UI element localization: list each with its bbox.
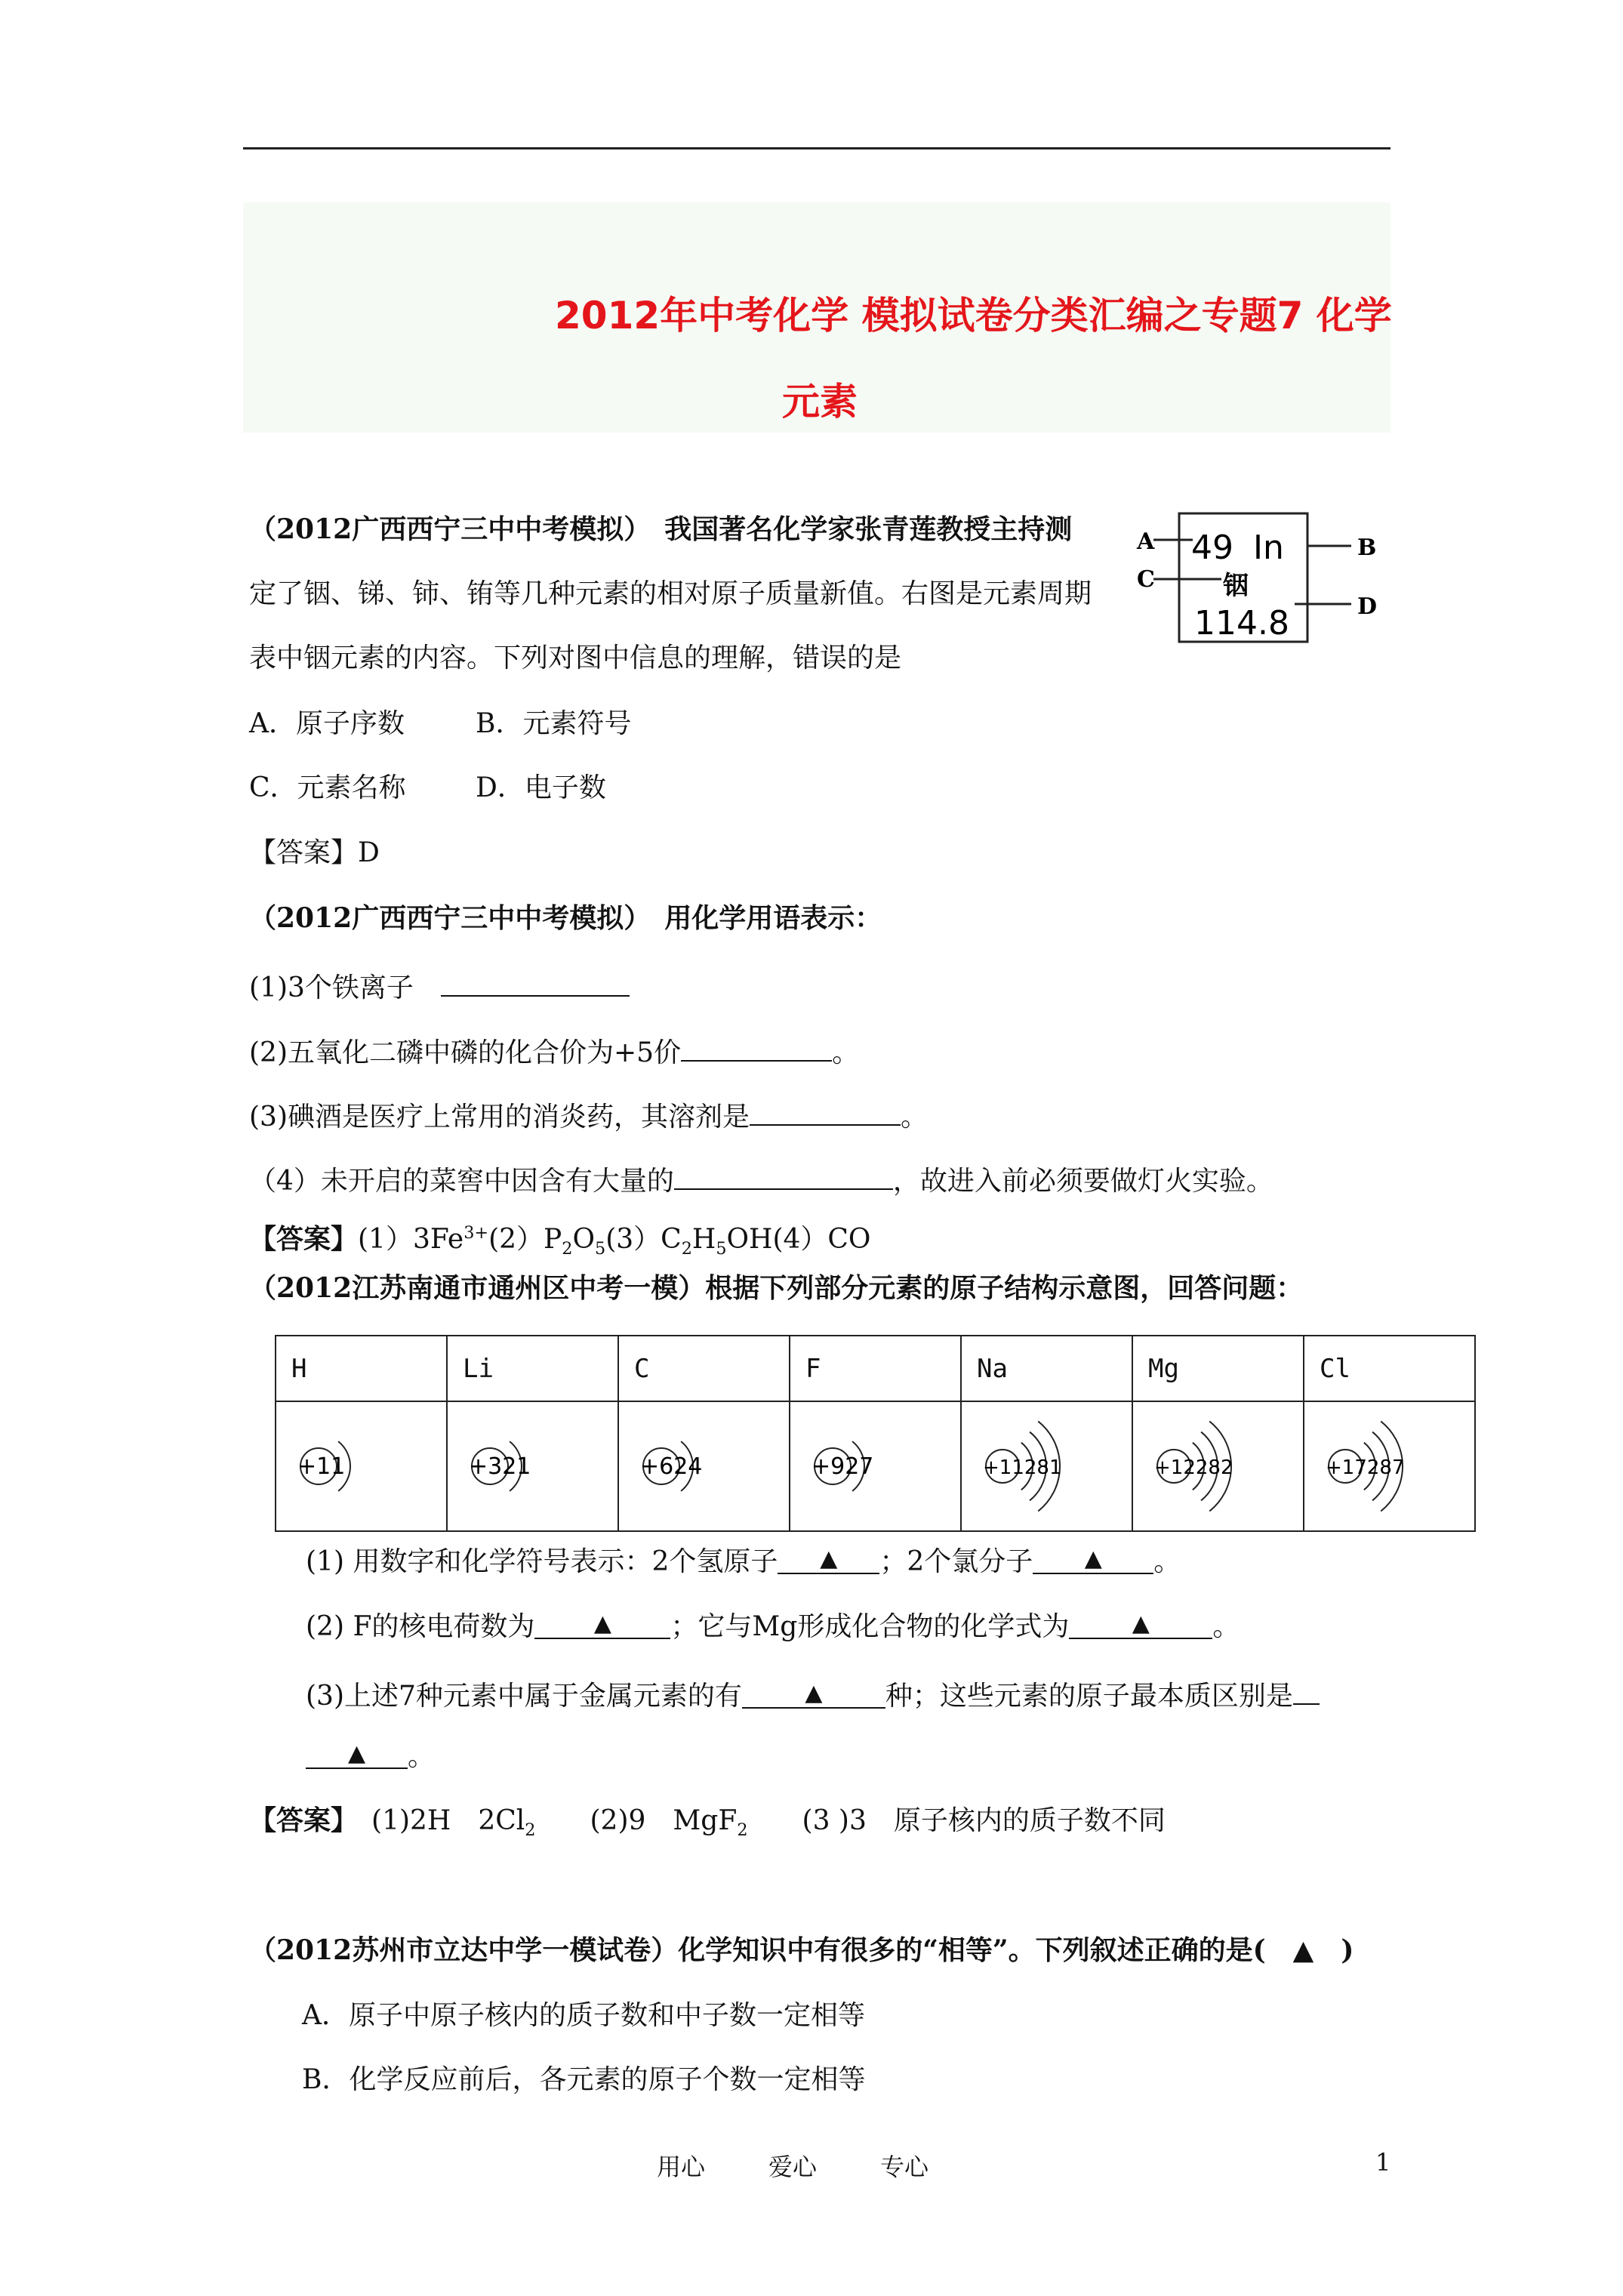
atom-label: +624: [640, 1453, 703, 1480]
element-symbol-cell: F: [790, 1336, 961, 1401]
page-number: 1: [1375, 2148, 1391, 2177]
q1-line1: （2012广西西宁三中中考模拟） 我国著名化学家张青莲教授主持测: [249, 513, 1073, 545]
atomic-number: 49: [1191, 529, 1233, 567]
atom-diagram: [1148, 1421, 1269, 1512]
atom-diagram-cell: [276, 1401, 447, 1531]
element-symbol-cell: Cl: [1304, 1336, 1475, 1401]
q3-intro: （2012江苏南通市通州区中考一模）根据下列部分元素的原子结构示意图，回答问题：: [249, 1272, 1304, 1304]
q3-blank-1: ▲: [778, 1546, 879, 1574]
atom-diagram-cell: [961, 1401, 1132, 1531]
q3-part3-cont: ▲ 。: [306, 1740, 435, 1773]
footer-left: 用心: [657, 2153, 706, 2181]
q1-option-c: C．元素名称: [249, 772, 406, 803]
footer-right: 专心: [880, 2153, 929, 2181]
label-a: A: [1137, 529, 1155, 555]
atom-label: +11281: [983, 1456, 1062, 1479]
q3-part1: (1) 用数字和化学符号表示：2个氢原子 ▲ ；2个氯分子 ▲ 。: [306, 1546, 1181, 1577]
atom-diagram: [463, 1421, 584, 1512]
element-symbol-cell: Li: [447, 1336, 618, 1401]
element-symbol-cell: Mg: [1132, 1336, 1304, 1401]
q1-answer: 【答案】D: [249, 837, 380, 868]
atomic-structure-table: [275, 1335, 1476, 1532]
q2-intro: （2012广西西宁三中中考模拟） 用化学用语表示：: [249, 902, 882, 934]
q3-blank-2: ▲: [1033, 1546, 1153, 1574]
q3-blank-3: ▲: [534, 1610, 670, 1639]
q4-option-a: A．原子中原子核内的质子数和中子数一定相等: [302, 2000, 865, 2031]
element-card-figure: [1132, 502, 1389, 653]
atom-diagram-cell: [790, 1401, 961, 1531]
q2-part1: (1)3个铁离子: [249, 968, 630, 1004]
q3-blank-6-cont: ▲: [306, 1740, 408, 1769]
atom-diagram-cell: [618, 1401, 790, 1531]
q3-blank-6: [1293, 1676, 1320, 1705]
atom-label: +321: [469, 1453, 531, 1480]
label-c: C: [1137, 566, 1155, 593]
element-symbol-cell: Na: [961, 1336, 1132, 1401]
atom-diagram-cell: [447, 1401, 618, 1531]
atom-diagram-cell: [1132, 1401, 1304, 1531]
header-rule: [243, 147, 1390, 149]
q3-blank-4: ▲: [1069, 1610, 1212, 1639]
q2-answer: 【答案】$(1)3Fe^{3+}(2)P_2O_5(3)C_2H_5OH(4)CO$: [249, 1223, 871, 1259]
q2-part3: (3)碘酒是医疗上常用的消炎药，其溶剂是 。: [249, 1097, 928, 1133]
q2-blank-3: [750, 1097, 901, 1126]
q1-line2: 定了铟、锑、铈、铕等几种元素的相对原子质量新值。右图是元素周期: [249, 578, 1092, 609]
element-symbol-cell: C: [618, 1336, 790, 1401]
atom-label: +927: [812, 1453, 874, 1480]
atom-diagram: [977, 1421, 1098, 1512]
atom-diagram-cell: [1304, 1401, 1475, 1531]
q4-option-b: B．化学反应前后，各元素的原子个数一定相等: [302, 2064, 866, 2095]
footer-mid: 爱心: [768, 2153, 818, 2181]
q2-part2: (2)五氧化二磷中磷的化合价为+5价 。: [249, 1033, 859, 1069]
atom-diagram: [634, 1421, 755, 1512]
atom-diagram: [1320, 1421, 1440, 1512]
q2-blank-1: [441, 968, 630, 997]
page-title: 2012年中考化学 模拟试卷分类汇编之专题7 化学: [555, 294, 1392, 337]
q2-part4: （4）未开启的菜窖中因含有大量的 ，故进入前必须要做灯火实验。: [249, 1161, 1273, 1197]
q3-part3: (3)上述7种元素中属于金属元素的有 ▲ 种；这些元素的原子最本质区别是: [306, 1676, 1320, 1712]
atom-label: +17287: [1326, 1456, 1405, 1479]
atom-diagram: [805, 1421, 926, 1512]
label-b: B: [1357, 535, 1377, 561]
element-symbol-cell: H: [276, 1336, 447, 1401]
atomic-mass: 114.8: [1194, 604, 1289, 643]
q3-part2: (2) F的核电荷数为 ▲ ；它与Mg形成化合物的化学式为 ▲ 。: [306, 1610, 1240, 1642]
label-d: D: [1357, 593, 1378, 620]
q2-blank-4: [674, 1161, 893, 1190]
q1-option-a: A．原子序数: [249, 708, 405, 739]
atom-label: +11: [297, 1453, 346, 1480]
atom-label: +12282: [1154, 1456, 1233, 1479]
element-symbol: In: [1253, 529, 1284, 567]
q3-blank-5: ▲: [742, 1680, 885, 1709]
q1-line3: 表中铟元素的内容。下列对图中信息的理解，错误的是: [249, 643, 902, 673]
q4-stem: （2012苏州市立达中学一模试卷）化学知识中有很多的“相等”。下列叙述正确的是( ▲ ): [249, 1934, 1354, 1966]
q1-option-d: D．电子数: [476, 772, 606, 803]
element-name: 铟: [1223, 571, 1249, 601]
page-title-line2: 元素: [782, 380, 858, 424]
q3-answer: 【答案】 (1)2H $2Cl_2$ (2)9 MgF$_2$ (3 )3 原子核内的质子数不同: [249, 1804, 1166, 1841]
atom-diagram: [291, 1421, 412, 1512]
q2-blank-2: [681, 1033, 832, 1062]
q1-option-b: B．元素符号: [476, 708, 632, 739]
